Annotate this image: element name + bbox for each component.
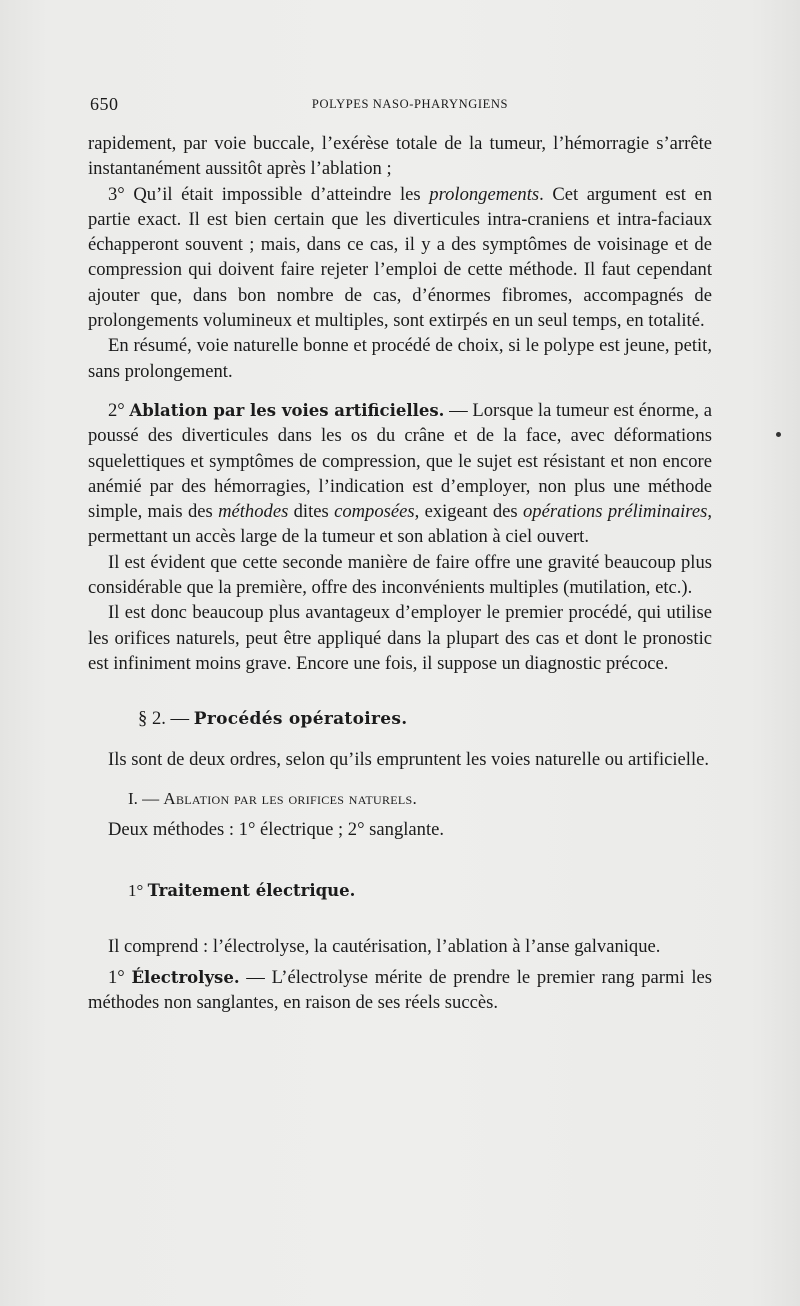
inline-heading: Ablation par les voies artificielles.	[129, 400, 445, 420]
paragraph-avantageux: Il est donc beaucoup plus avantageux d’employer le premier procédé, qui utilise les orifices naturels, peut être appliqué dans la plupart des cas et dont le pronostic est infiniment moins grave. Encore une fois, il suppose un diagnostic précoce.	[88, 602, 712, 674]
item-number: 1°	[108, 967, 132, 989]
sub-subsection-heading	[88, 878, 712, 903]
paragraph-resume: En résumé, voie naturelle bonne et procédé de choix, si le polype est jeune, petit, sans prolongement.	[88, 335, 712, 382]
subsection-title: Ablation par les orifices naturels.	[163, 788, 418, 808]
item-number: 2°	[108, 399, 130, 421]
text-run: , permettant un accès large de la tumeur et son ablation à ciel ouvert.	[88, 501, 712, 548]
sub-subsection-number: 1°	[128, 881, 148, 901]
emphasis: prolongements	[429, 183, 540, 205]
sub-subsection-title: Traitement électrique.	[147, 881, 356, 901]
emphasis: composées	[334, 501, 415, 523]
page-header	[90, 94, 712, 118]
paragraph-deux-ordres: Ils sont de deux ordres, selon qu’ils empruntent les voies naturelle ou artificielle.	[108, 748, 710, 770]
emphasis: méthodes	[218, 501, 289, 523]
text-run: , exigeant des	[414, 501, 523, 523]
inline-heading: Électrolyse.	[131, 968, 240, 988]
running-title: POLYPES NASO-PHARYNGIENS	[311, 97, 509, 111]
paragraph-voies-artificielles	[88, 398, 712, 550]
text-run: 3° Qu’il était impossible d’atteindre les	[108, 183, 430, 205]
subsection-heading	[88, 786, 712, 811]
text-run: . Cet argument est en partie exact. Il est bien certain que les diverticules intra-craniens et intra-faciaux échapperont souvent ; mais, dans ce cas, il y a des symptômes de voisinage et de compression qui doivent faire rejeter l’emploi de cette méthode. Il faut cependant ajouter que, dans bon nombre de cas, d’énormes fibromes, accompagnés de prolongements volumineux et multiples, sont extirpés en un seul temps, en totalité.	[88, 183, 713, 332]
section-heading	[88, 706, 712, 732]
text-run: dites	[288, 501, 335, 523]
paragraph-comprend: Il comprend : l’électrolyse, la cautérisation, l’ablation à l’anse galvanique.	[108, 935, 661, 957]
section-number: § 2. —	[138, 708, 194, 730]
paragraph-prolongements	[88, 182, 712, 334]
paragraph-continuation: rapidement, par voie buccale, l’exérèse totale de la tumeur, l’hémorragie s’arrête instantanément aussitôt après l’ablation ;	[88, 133, 712, 180]
body-text	[88, 131, 712, 1016]
paragraph-gravite: Il est évident que cette seconde manière de faire offre une gravité beaucoup plus considérable que la première, offre des inconvénients multiples (mutilation, etc.).	[88, 551, 712, 599]
section-title: Procédés opératoires.	[193, 709, 408, 730]
page-number: 650	[90, 94, 119, 114]
subsection-number: I. —	[128, 788, 164, 808]
paragraph-deux-methodes: Deux méthodes : 1° électrique ; 2° sanglante.	[108, 819, 445, 841]
emphasis: opérations préliminaires	[522, 501, 708, 523]
text-run: — Lorsque la tumeur est énorme, a poussé des diverticules dans les os du crâne et de la face, avec déformations squelettiques et symptômes de compression, que le sujet est résistant et non encore anémié par des hémorragies, l’indication est d’employer, non plus une méthode simple, mais des	[88, 399, 712, 523]
paragraph-electrolyse	[88, 965, 712, 1016]
text-run: — L’électrolyse mérite de prendre le premier rang parmi les méthodes non sanglantes, en raison de ses réels succès.	[88, 967, 712, 1014]
ink-speck	[776, 432, 781, 437]
